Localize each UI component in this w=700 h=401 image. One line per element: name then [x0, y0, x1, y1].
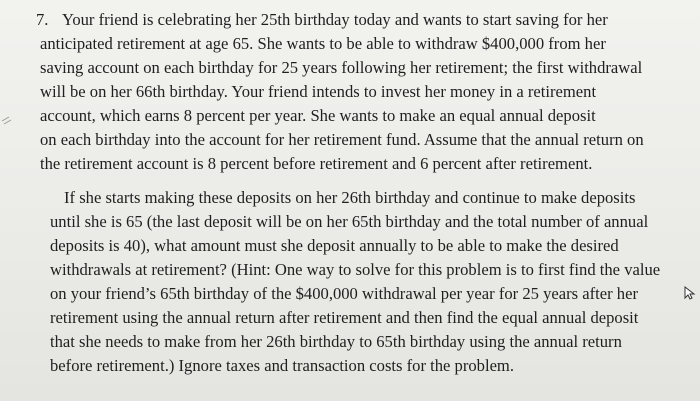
text-line: anticipated retirement at age 65. She wants to be able to withdraw $400,000 from her [40, 34, 606, 53]
question-text [14, 8, 674, 378]
text-line: that she needs to make from her 26th birthday to 65th birthday using the annual return [50, 332, 622, 351]
margin-mark-icon [0, 112, 14, 130]
mouse-pointer-icon [684, 286, 696, 300]
text-line: on each birthday into the account for her retirement fund. Assume that the annual return on [40, 130, 644, 149]
text-line: before retirement.) Ignore taxes and transaction costs for the problem. [50, 356, 514, 375]
question-paragraph-2 [14, 186, 674, 378]
text-line [14, 8, 674, 32]
text-line: deposits is 40), what amount must she deposit annually to be able to make the desired [50, 236, 619, 255]
question-paragraph-1 [14, 8, 674, 176]
text-line: If she starts making these deposits on her 26th birthday and continue to make deposits [64, 188, 636, 207]
text-line: account, which earns 8 percent per year. She wants to make an equal annual deposit [40, 106, 596, 125]
text-line: until she is 65 (the last deposit will be on her 65th birthday and the total number of annual [50, 212, 649, 231]
text-line: the retirement account is 8 percent before retirement and 6 percent after retirement. [40, 154, 593, 173]
text-line: on your friend’s 65th birthday of the $400,000 withdrawal per year for 25 years after her [50, 284, 638, 303]
text-line-content: Your friend is celebrating her 25th birthday today and wants to start saving for her [62, 10, 608, 29]
text-line: withdrawals at retirement? (Hint: One way to solve for this problem is to first find the value [50, 260, 661, 279]
question-number: 7. [36, 10, 49, 29]
text-line: will be on her 66th birthday. Your friend intends to invest her money in a retirement [40, 82, 597, 101]
text-line: saving account on each birthday for 25 years following her retirement; the first withdrawal [40, 58, 643, 77]
text-line: retirement using the annual return after retirement and then find the equal annual deposit [50, 308, 639, 327]
